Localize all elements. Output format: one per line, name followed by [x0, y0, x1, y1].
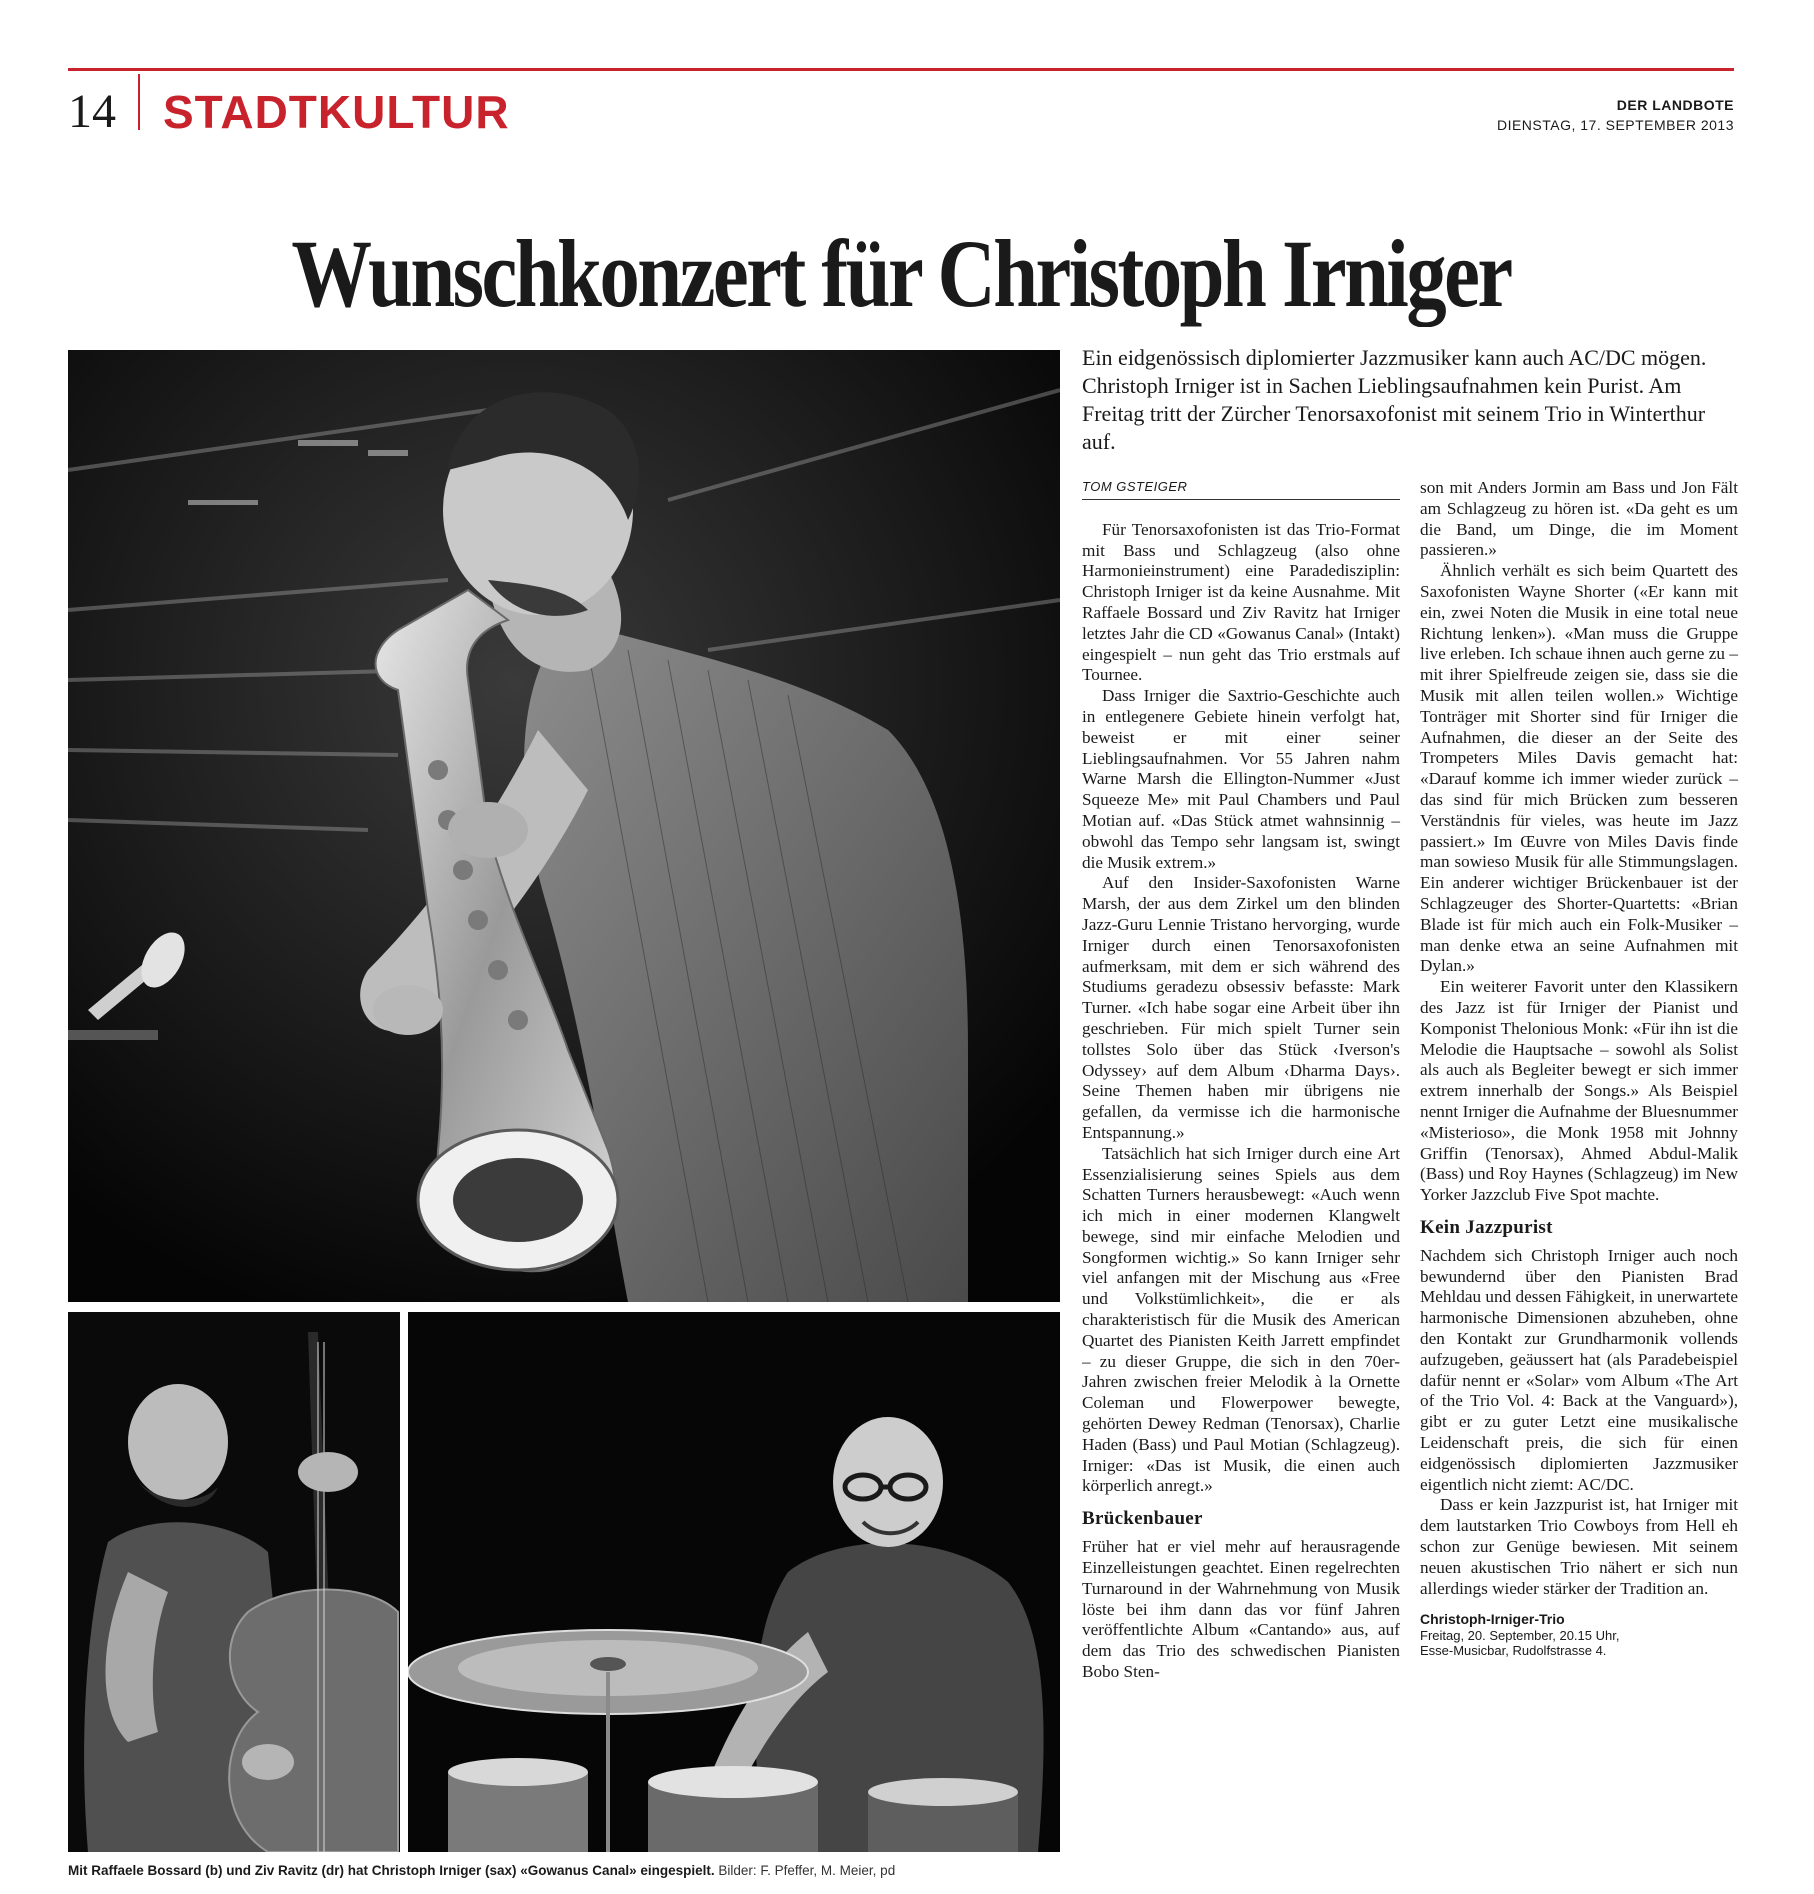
photo-bassist — [68, 1312, 400, 1852]
photo-drummer — [408, 1312, 1060, 1852]
article-paragraph: Auf den Insider-Saxofonisten Warne Marsh, der aus dem Zirkel um den blinden Jazz-Guru Lennie Tristano hervorging, wurde Irniger durch einen Tenorsaxofonisten aufmerksam, mit dem er sich während des Studiums geradezu obsessiv befasste: Mark Turner. «Ich habe sogar eine Arbeit über ihn geschrieben. Für mich spielt Turner sein tollstes Solo über das Stück ‹Iverson's Odyssey› auf dem Album ‹Dharma Days›. Seine Themen haben mir übrigens nie gefallen, da vermisse ich die harmonische Entspannung.» — [1082, 873, 1400, 1142]
event-date: Freitag, 20. September, 20.15 Uhr, — [1420, 1628, 1620, 1644]
event-infobox — [1420, 1611, 1738, 1658]
section-name: STADTKULTUR — [163, 86, 510, 138]
article-column-1 — [1082, 480, 1400, 1683]
article-paragraph: Dass er kein Jazzpurist ist, hat Irniger mit dem lautstarken Trio Cowboys from Hell eh schon zur Genüge bewiesen. Mit seinem neuen akustischen Trio nähert er sich nun allerdings wieder stärker der Tradition an. — [1420, 1495, 1738, 1598]
lead-paragraph: Ein eidgenössisch diplomierter Jazzmusiker kann auch AC/DC mögen. Christoph Irniger ist in Sachen Lieblingsaufnahmen kein Purist. Am Freitag tritt der Zürcher Tenorsaxofonist mit seinem Trio in Winterthur auf. — [1082, 345, 1707, 454]
photo-credit: Bilder: F. Pfeffer, M. Meier, pd — [718, 1863, 896, 1878]
article-paragraph: Früher hat er viel mehr auf herausragende Einzelleistungen geachtet. Einen regelrechten Turnaround in der Wahrnehmung von Musik löste bei ihm dann das vor fünf Jahren veröffentlichte Album «Cantando» aus, auf dem das Trio des schwedischen Pianisten Bobo Sten- — [1082, 1537, 1400, 1682]
article-paragraph: Tatsächlich hat sich Irniger durch eine Art Essenzialisierung seines Spiels aus dem Schatten Turners herausbewegt: «Auch wenn ich mich in einer modernen Klangwelt bewege, sind mir einfache Melodien und Songformen wichtig.» So kann Irniger sehr viel anfangen mit der Mischung aus «Free und Volkstümlichkeit», die er als charakteristisch für die Musik des American Quartet des Pianisten Keith Jarrett empfindet – zu dieser Gruppe, die sich in den 70er-Jahren zwischen freier Melodik à la Ornette Coleman und Flowerpower bewegte, gehörten Dewey Redman (Tenorsax), Charlie Haden (Bass) und Paul Motian (Schlagzeug). Irniger: «Das ist Musik, die einen auch körperlich anregt.» — [1082, 1143, 1400, 1496]
byline-rule — [1082, 476, 1400, 500]
photo-saxophonist — [68, 350, 1060, 1302]
photo-caption — [68, 1862, 1068, 1880]
article-column-2 — [1420, 478, 1738, 1658]
article-paragraph: Nachdem sich Christoph Irniger auch noch bewundernd über den Pianisten Brad Mehldau und dessen Fähigkeit, in unerwartete harmonische Dimensionen abzuheben, ohne den Kontakt zur Grundharmonik vollends aufzugeben, geäussert hat (als Paradebeispiel dafür nennt er «Solar» vom Album «The Art of the Trio Vol. 4: Back at the Vanguard»), gibt er zu guter Letzt eine musikalische Leidenschaft preis, die sich für einen eidgenössisch diplomierten Jazzmusiker eigentlich nicht ziemt: AC/DC. — [1420, 1245, 1738, 1494]
caption-text: Mit Raffaele Bossard (b) und Ziv Ravitz (dr) hat Christoph Irniger (sax) «Gowanus Canal» eingespielt. — [68, 1863, 715, 1878]
header-divider — [138, 74, 140, 130]
subheading: Kein Jazzpurist — [1420, 1216, 1553, 1238]
article-paragraph: Ein weiterer Favorit unter den Klassikern des Jazz ist für Irniger der Pianist und Komponist Thelonious Monk: «Für ihn ist die Melodie die Hauptsache – sowohl als Solist als auch als Begleiter bewegt er sich immer extrem innerhalb der Songs.» Als Beispiel nennt Irniger die Aufnahme der Bluesnummer «Misterioso», die Monk 1958 mit Johnny Griffin (Tenorsax), Ahmed Abdul-Malik (Bass) und Roy Haynes (Schlagzeug) im New Yorker Jazzclub Five Spot machte. — [1420, 977, 1738, 1205]
header-rule — [68, 68, 1734, 71]
article-paragraph: Dass Irniger die Saxtrio-Geschichte auch in entlegenere Gebiete hinein verfolgt hat, beweist er mit einer seiner Lieblingsaufnahmen. Vor 55 Jahren nahm Warne Marsh die Ellington-Nummer «Just Squeeze Me» mit Paul Chambers und Paul Motian auf. «Das Stück atmet wahnsinnig – obwohl das Tempo sehr langsam ist, swingt die Musik extrem.» — [1082, 686, 1400, 872]
newspaper-name: DER LANDBOTE — [1616, 97, 1734, 113]
subheading: Brückenbauer — [1082, 1508, 1203, 1530]
byline: TOM GSTEIGER — [1082, 479, 1188, 494]
article-paragraph: son mit Anders Jormin am Bass und Jon Fält am Schlagzeug zu hören ist. «Da geht es um die Band, um Dinge, die im Moment passieren.» — [1420, 478, 1738, 560]
issue-date: DIENSTAG, 17. SEPTEMBER 2013 — [1496, 117, 1734, 133]
page-number: 14 — [68, 85, 116, 138]
event-venue: Esse-Musicbar, Rudolfstrasse 4. — [1420, 1643, 1607, 1659]
headline: Wunschkonzert für Christoph Irniger — [291, 220, 1511, 327]
article-paragraph: Für Tenorsaxofonisten ist das Trio-Format mit Bass und Schlagzeug (also ohne Harmonieinstrument) eine Paradedisziplin: Christoph Irniger ist da keine Ausnahme. Mit Raffaele Bossard und Ziv Ravitz hat Irniger letztes Jahr die CD «Gowanus Canal» (Intakt) eingespielt – nun geht das Trio erstmals auf Tournee. — [1082, 519, 1400, 685]
article-paragraph: Ähnlich verhält es sich beim Quartett des Saxofonisten Wayne Shorter («Er kann mit ein, zwei Noten die Musik in eine total neue Richtung lenken»). «Man muss die Gruppe live erleben. Ich schaue ihnen auch gerne zu – mit ihrer Spielfreude zeigen sie, dass sie die Musik mit allen teilen wollen.» Wichtige Tonträger mit Shorter sind für Irniger die Aufnahmen, die dieser an der Seite des Trompeters Miles Davis gemacht hat: «Darauf komme ich immer wieder zurück – das sind für mich Brücken zum besseren Verständnis für vieles, was heute im Jazz passiert.» Im Œuvre von Miles Davis finde man sowieso Musik für alle Stimmungslagen. Ein anderer wichtiger Brückenbauer ist der Schlagzeuger des Shorter-Quartetts: «Brian Blade ist für mich auch ein Folk-Musiker – man denke etwa an seine Aufnahmen mit Dylan.» — [1420, 561, 1738, 976]
event-title: Christoph-Irniger-Trio — [1420, 1611, 1565, 1628]
